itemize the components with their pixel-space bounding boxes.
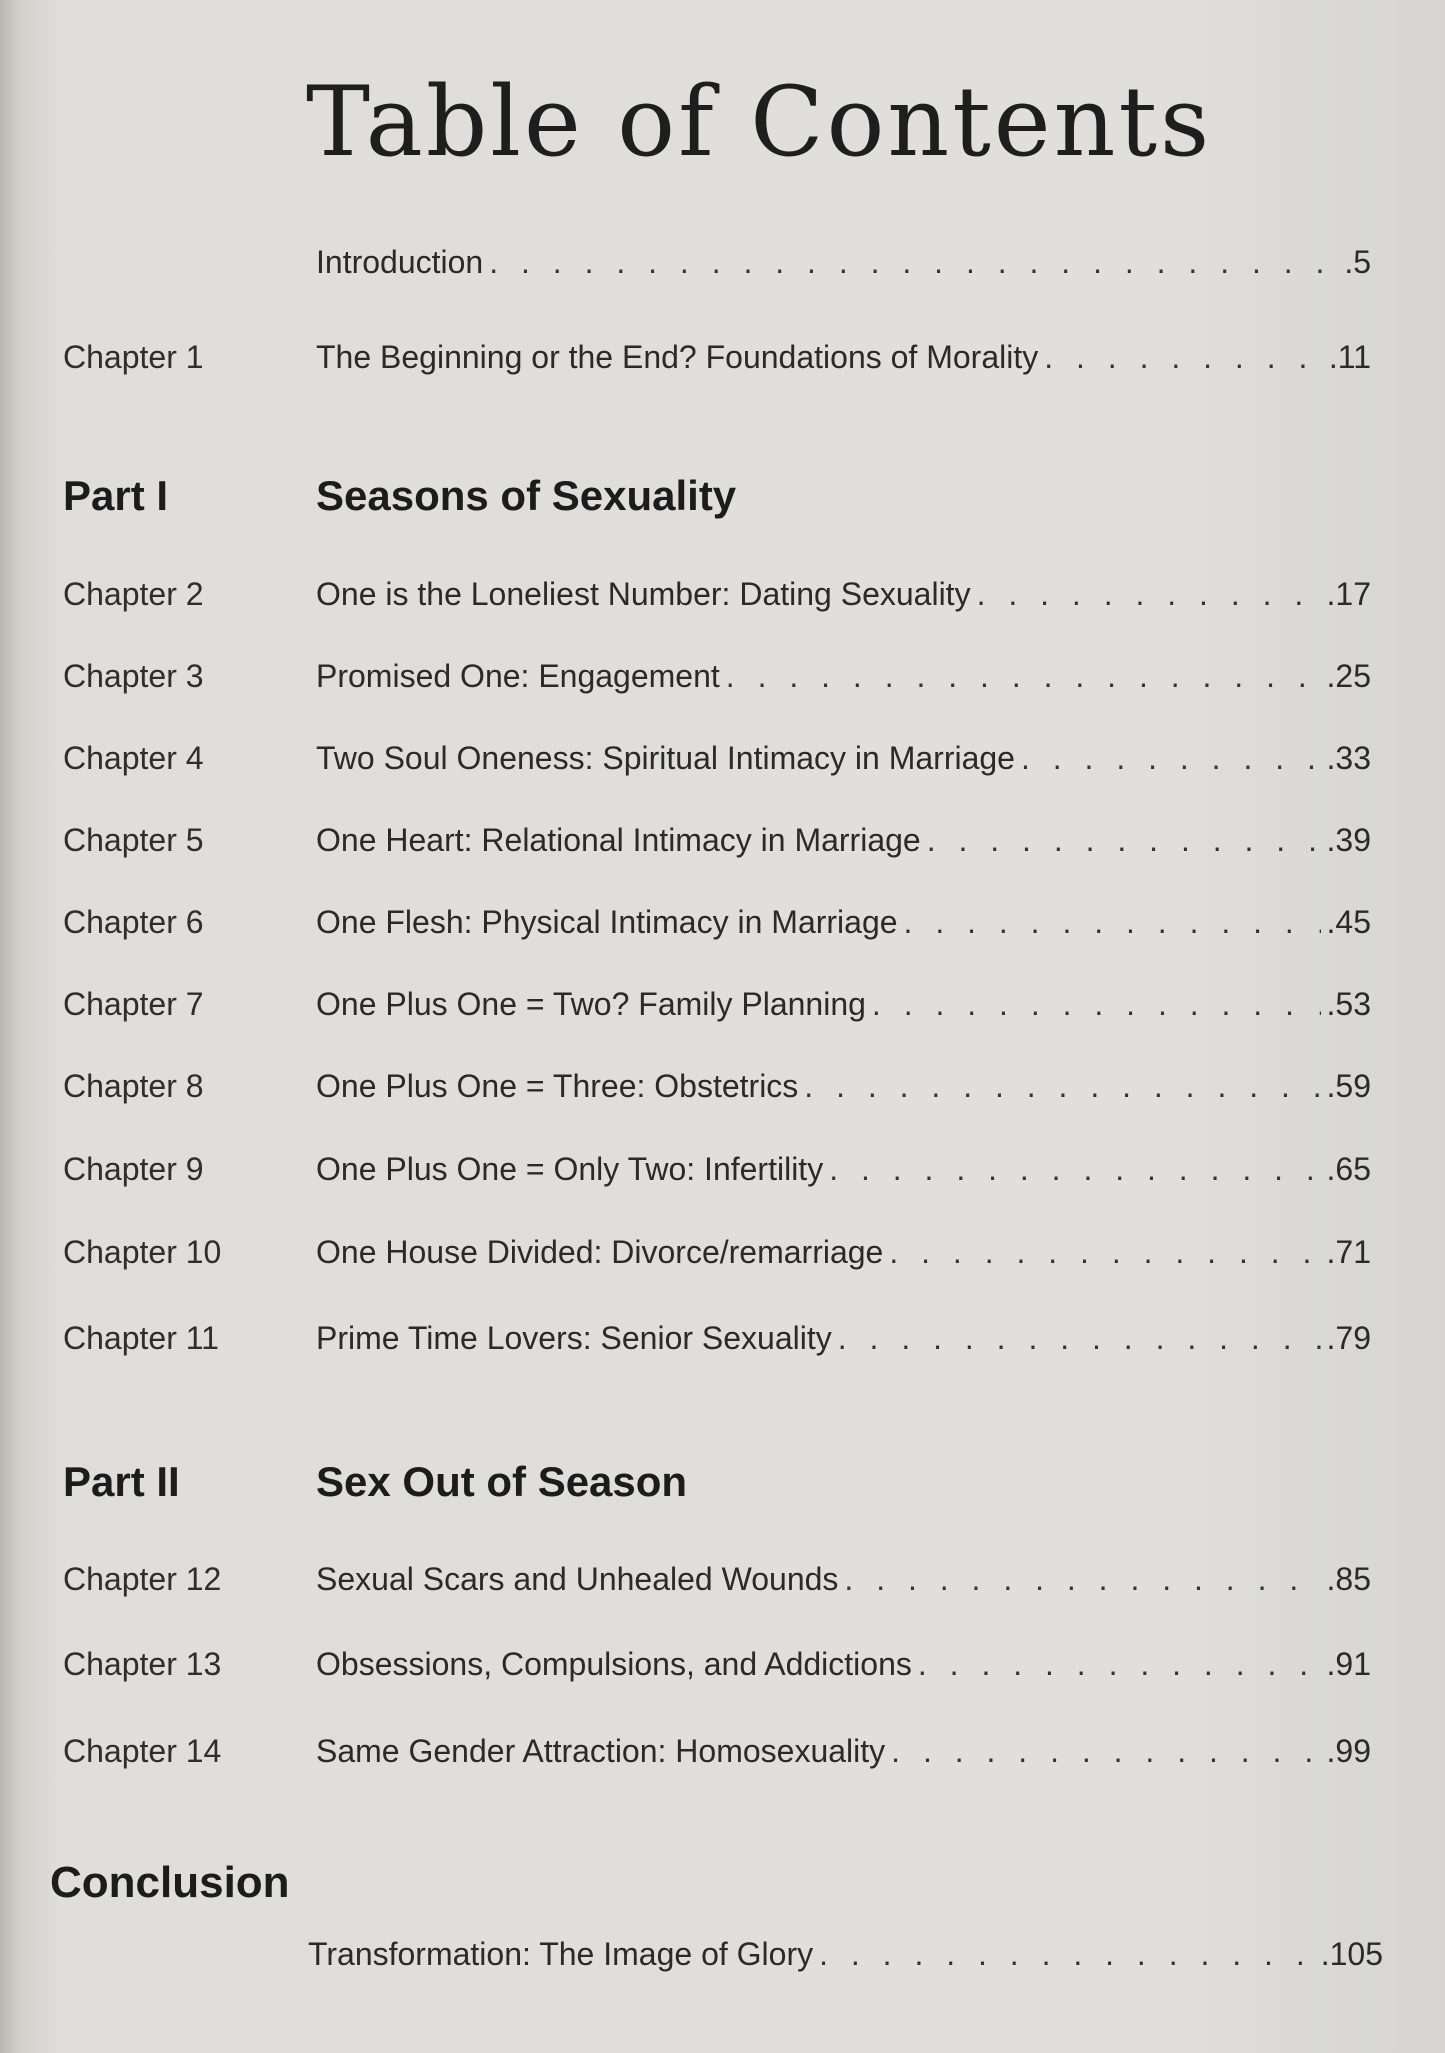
page-title: Table of Contents xyxy=(306,66,1213,178)
toc-entry-chapter-12 xyxy=(0,1555,1445,1603)
page-number: .79 xyxy=(1326,1320,1371,1356)
page-number: .33 xyxy=(1326,740,1371,776)
part-label: Part I xyxy=(63,472,169,519)
leader-dots xyxy=(918,1640,1321,1688)
page-number: .91 xyxy=(1326,1646,1371,1682)
entry-title: Transformation: The Image of Glory xyxy=(308,1936,814,1972)
chapter-label: Chapter 8 xyxy=(63,1068,204,1104)
chapter-label: Chapter 14 xyxy=(63,1733,222,1769)
chapter-label: Chapter 5 xyxy=(63,822,204,858)
toc-entry-chapter-7 xyxy=(0,980,1445,1028)
page-number: .39 xyxy=(1326,822,1371,858)
part-title: Seasons of Sexuality xyxy=(316,472,737,519)
chapter-label: Chapter 12 xyxy=(63,1561,222,1597)
entry-title: The Beginning or the End? Foundations of Morality xyxy=(316,339,1039,375)
leader-dots xyxy=(804,1062,1320,1110)
entry-title: Sexual Scars and Unhealed Wounds xyxy=(316,1561,839,1597)
toc-row xyxy=(316,980,1371,1028)
toc-row xyxy=(316,1062,1371,1110)
toc-entry-chapter-13 xyxy=(0,1640,1445,1688)
page-number: .99 xyxy=(1326,1733,1371,1769)
chapter-label: Chapter 3 xyxy=(63,658,204,694)
page-number: .45 xyxy=(1326,904,1371,940)
leader-dots xyxy=(927,816,1321,864)
entry-title: Two Soul Oneness: Spiritual Intimacy in Marriage xyxy=(316,740,1015,776)
toc-row xyxy=(316,1640,1371,1688)
toc-entry-chapter-6 xyxy=(0,898,1445,946)
toc-entry-chapter-10 xyxy=(0,1228,1445,1276)
toc-row xyxy=(316,1314,1371,1362)
leader-dots xyxy=(829,1145,1320,1193)
toc-entry-chapter-9 xyxy=(0,1145,1445,1193)
chapter-label: Chapter 6 xyxy=(63,904,204,940)
entry-title: One House Divided: Divorce/remarriage xyxy=(316,1234,884,1270)
entry-title: One Plus One = Only Two: Infertility xyxy=(316,1151,824,1187)
toc-entry-chapter-14 xyxy=(0,1727,1445,1775)
toc-entry-chapter-4 xyxy=(0,734,1445,782)
page-number: .65 xyxy=(1326,1151,1371,1187)
toc-row xyxy=(316,238,1371,286)
entry-title: One Heart: Relational Intimacy in Marriage xyxy=(316,822,921,858)
toc-row xyxy=(316,652,1371,700)
toc-row xyxy=(316,1228,1371,1276)
page-number: .59 xyxy=(1326,1068,1371,1104)
chapter-label: Chapter 1 xyxy=(63,339,204,375)
toc-row xyxy=(316,1145,1371,1193)
entry-title: Promised One: Engagement xyxy=(316,658,720,694)
part-heading-2 xyxy=(0,1452,1445,1512)
toc-entry-chapter-3 xyxy=(0,652,1445,700)
toc-row xyxy=(316,898,1371,946)
entry-title: Prime Time Lovers: Senior Sexuality xyxy=(316,1320,832,1356)
chapter-label: Chapter 9 xyxy=(63,1151,204,1187)
toc-entry-chapter-11 xyxy=(0,1314,1445,1362)
page-number: .53 xyxy=(1326,986,1371,1022)
entry-title: Introduction xyxy=(316,244,484,280)
leader-dots xyxy=(891,1727,1320,1775)
entry-title: Obsessions, Compulsions, and Addictions xyxy=(316,1646,912,1682)
page-number: .85 xyxy=(1326,1561,1371,1597)
leader-dots xyxy=(838,1314,1321,1362)
chapter-label: Chapter 11 xyxy=(63,1320,219,1356)
toc-entry-chapter-1 xyxy=(0,333,1445,381)
conclusion-heading: Conclusion xyxy=(50,1858,290,1907)
leader-dots xyxy=(904,898,1321,946)
leader-dots xyxy=(977,570,1321,618)
entry-title: One Plus One = Two? Family Planning xyxy=(316,986,866,1022)
toc-row xyxy=(316,816,1371,864)
toc-row xyxy=(316,570,1371,618)
page-number: .25 xyxy=(1326,658,1371,694)
toc-row xyxy=(316,333,1371,381)
entry-title: One Plus One = Three: Obstetrics xyxy=(316,1068,799,1104)
toc-row xyxy=(316,734,1371,782)
chapter-label: Chapter 4 xyxy=(63,740,204,776)
leader-dots xyxy=(844,1555,1320,1603)
page-number: .71 xyxy=(1326,1234,1371,1270)
page-number: .5 xyxy=(1344,244,1371,280)
toc-row xyxy=(316,1727,1371,1775)
toc-entry-conclusion xyxy=(0,1930,1445,1978)
toc-entry-chapter-2 xyxy=(0,570,1445,618)
entry-title: Same Gender Attraction: Homosexuality xyxy=(316,1733,886,1769)
leader-dots xyxy=(819,1930,1315,1978)
toc-entry-introduction xyxy=(0,238,1445,286)
toc-row xyxy=(308,1930,1383,1978)
entry-title: One Flesh: Physical Intimacy in Marriage xyxy=(316,904,898,940)
part-heading-1 xyxy=(0,466,1445,526)
leader-dots xyxy=(1021,734,1321,782)
chapter-label: Chapter 7 xyxy=(63,986,204,1022)
page-number: .11 xyxy=(1328,339,1371,375)
toc-entry-chapter-5 xyxy=(0,816,1445,864)
chapter-label: Chapter 13 xyxy=(63,1646,222,1682)
entry-title: One is the Loneliest Number: Dating Sexuality xyxy=(316,576,971,612)
leader-dots xyxy=(872,980,1321,1028)
part-title: Sex Out of Season xyxy=(316,1458,688,1505)
chapter-label: Chapter 2 xyxy=(63,576,204,612)
leader-dots xyxy=(726,652,1321,700)
leader-dots xyxy=(489,238,1338,286)
part-label: Part II xyxy=(63,1458,180,1505)
leader-dots xyxy=(1044,333,1323,381)
page-number: .17 xyxy=(1326,576,1371,612)
toc-entry-chapter-8 xyxy=(0,1062,1445,1110)
leader-dots xyxy=(889,1228,1320,1276)
toc-row xyxy=(316,1555,1371,1603)
page-number: .105 xyxy=(1320,1936,1383,1972)
chapter-label: Chapter 10 xyxy=(63,1234,222,1270)
